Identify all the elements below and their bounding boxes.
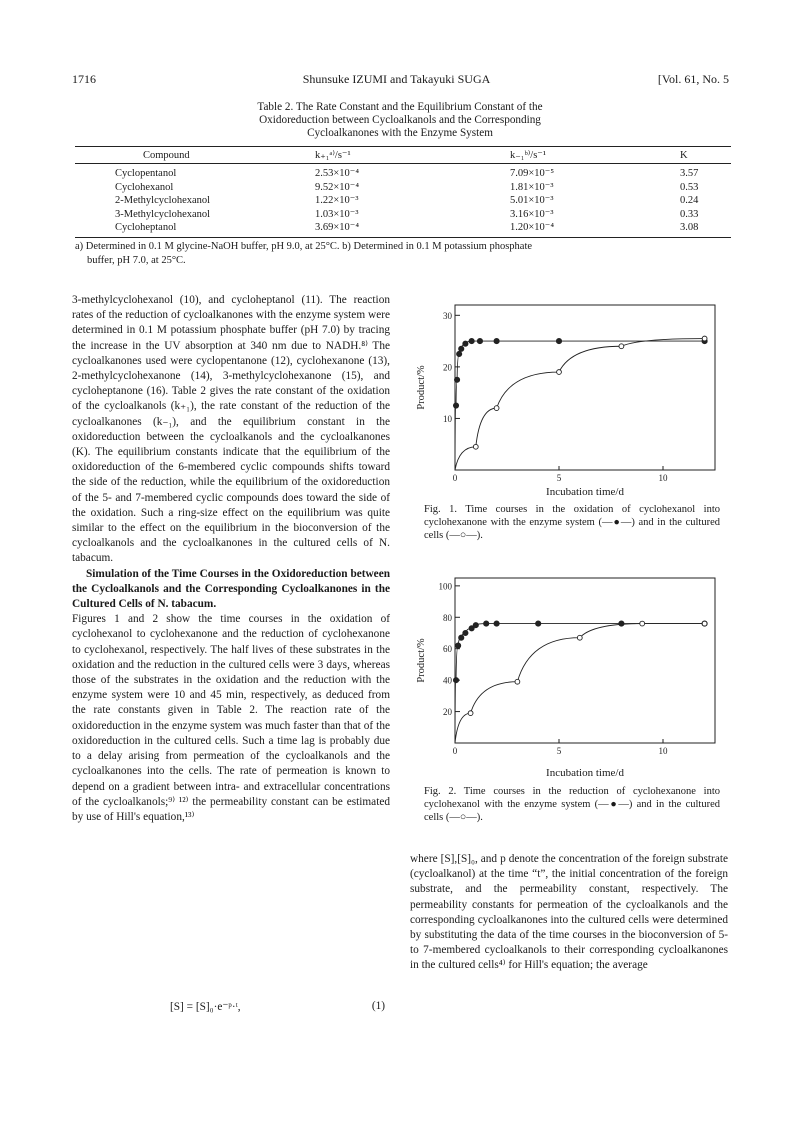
- figure-1-caption: Fig. 1. Time courses in the oxidation of cyclohexanol into cyclohexanone with the enzyme system (—●—) and in the cultured cells (—○—).: [424, 504, 720, 541]
- table-cell: 3.16×10⁻³: [510, 208, 554, 220]
- cells-data-point: [494, 406, 499, 411]
- volume-number: [Vol. 61, No. 5: [657, 72, 729, 86]
- figure-2-chart: [410, 568, 730, 758]
- enzyme-series-line: [455, 341, 705, 470]
- table-row: [75, 221, 731, 237]
- x-tick-label: 5: [556, 746, 562, 756]
- y-tick-label: 60: [443, 644, 452, 655]
- column-header: k₊₁ᵃ⁾/s⁻¹: [315, 147, 510, 164]
- equation-1: [170, 1000, 385, 1013]
- section-heading: Simulation of the Time Courses in the Oxidoreduction between the Cycloalkanols and the Corresponding Cycloalkanones in the Cultured Cells of N. tabacum.: [72, 567, 390, 611]
- column-header: K: [680, 147, 731, 164]
- body-paragraph: 3-methylcyclohexanol (10), and cycloheptanol (11). The reaction rates of the reduction of cycloalkanones with the enzyme system were determined in 0.1 M potassium phosphate buffer (pH 7.0) by tracing the increase in the UV absorption at 340 nm due to NADH.⁸⁾ The cycloalkanones used were cyclopentanone (12), cyclohexanone (13), 2-methylcyclohexanone (14), 3-methylcyclohexanone (15), and cycloheptanone (16). Table 2 gives the rate constant of the oxidation of the cycloalkanols (k₊₁), the rate constant of the reduction of the cycloalkanones (k₋₁), and the equilibrium constant in the oxidoreduction between the cycloalkanols and the cycloalkanones (K). The equilibrium constants indicate that the equilibrium of the oxidoreduction of the 6-membered cyclic compounds shifts toward the side of the reduction, while the equilibrium of the oxidoreduction of the 5- and 7-membered cyclic compounds does toward the side of the oxidation. Such a ring-size effect on the equilibrium was quite similar to the effect on the equilibrium in the bioconversion of the cycloalkanols and the cycloalkanones in the cultured cells of N. tabacum.: [72, 294, 390, 565]
- table-cell: 3-Methylcyclohexanol: [115, 208, 211, 220]
- table-footnote: [75, 240, 735, 267]
- table-row: [75, 194, 731, 208]
- enzyme-data-point: [463, 630, 468, 635]
- table-cell: 0.33: [680, 208, 699, 220]
- enzyme-data-point: [463, 341, 468, 346]
- x-tick-label: 10: [658, 473, 668, 483]
- enzyme-data-point: [453, 678, 458, 683]
- running-header-authors: Shunsuke IZUMI and Takayuki SUGA: [302, 72, 491, 86]
- figure-1-plot: [416, 305, 715, 483]
- enzyme-data-point: [494, 338, 499, 343]
- table-cell: 3.08: [680, 221, 731, 237]
- equation-text: [S] = [S]₀·e⁻ᵖ·ᵗ,: [170, 1001, 241, 1013]
- figure-1-chart: [410, 295, 730, 485]
- table-cell: 1.03×10⁻³: [315, 208, 359, 220]
- x-tick-label: 10: [658, 746, 668, 756]
- plot-frame: [455, 578, 715, 743]
- y-axis-label: Product/%: [416, 638, 427, 683]
- table-cell: 3.69×10⁻⁴: [315, 221, 510, 237]
- cells-data-point: [702, 336, 707, 341]
- y-tick-label: 40: [443, 675, 452, 686]
- enzyme-data-point: [453, 403, 458, 408]
- y-axis-label: Product/%: [416, 365, 427, 410]
- enzyme-data-point: [494, 621, 499, 626]
- enzyme-data-point: [484, 621, 489, 626]
- table-cell: 0.24: [680, 195, 699, 207]
- enzyme-data-point: [454, 377, 459, 382]
- table-cell: 2.53×10⁻⁴: [315, 168, 359, 179]
- cells-data-point: [640, 621, 645, 626]
- enzyme-series-line: [455, 624, 705, 743]
- table-cell: Cycloheptanol: [75, 221, 315, 237]
- y-tick-label: 10: [443, 413, 452, 424]
- enzyme-data-point: [473, 623, 478, 628]
- table-cell: 0.53: [680, 181, 699, 193]
- figure-2-xlabel: Incubation time/d: [546, 767, 624, 779]
- x-tick-label: 5: [556, 473, 562, 483]
- body-paragraph: Figures 1 and 2 show the time courses in the oxidation of cyclohexanol to cyclohexanone and the reduction of cyclohexanone to cyclohexanol, respectively. The half lives of these substrates in the oxidation and the reduction in the cultured cells were 3 days, whereas those of the substrates in the oxidation and the reduction with the enzyme system were 10 and 45 min, respectively, as deduced from the rate constants given in Table 2. The reaction rate of the oxidoreduction in the enzyme system was much faster than that of the oxidoreduction in the cultured cells. Such a time lag is probably due to a delay arising from permeation of the cycloalkanols and the cycloalkanones into the cells. The rate of permeation is known to depend on a gradient between intra- and extracellular concentrations of the cycloalkanols;⁹⁾ ¹²⁾ the permeability constant can be estimated by use of Hill's equation,¹³⁾: [72, 613, 390, 823]
- figure-1-xlabel: Incubation time/d: [546, 486, 624, 498]
- table-caption: [150, 101, 650, 140]
- table-cell: 1.22×10⁻³: [315, 195, 359, 207]
- y-tick-label: 20: [443, 707, 452, 718]
- cells-data-point: [557, 370, 562, 375]
- table-cell: 7.09×10⁻⁵: [510, 168, 554, 179]
- plot-frame: [455, 305, 715, 470]
- cells-data-point: [473, 444, 478, 449]
- table-caption-line: Table 2. The Rate Constant and the Equilibrium Constant of the: [257, 101, 543, 113]
- enzyme-data-point: [556, 338, 561, 343]
- y-tick-label: 30: [443, 310, 452, 321]
- table-cell: 3.57: [680, 168, 699, 179]
- cells-data-point: [619, 344, 624, 349]
- table-cell: Cyclopentanol: [115, 168, 177, 179]
- cells-data-point: [702, 621, 707, 626]
- y-tick-label: 20: [443, 362, 452, 373]
- enzyme-data-point: [536, 621, 541, 626]
- table-cell: Cyclohexanol: [115, 181, 174, 193]
- enzyme-data-point: [619, 621, 624, 626]
- y-tick-label: 80: [443, 612, 452, 623]
- enzyme-data-point: [477, 338, 482, 343]
- figure-2-plot: [416, 578, 715, 756]
- right-column-text: [410, 852, 728, 974]
- enzyme-data-point: [456, 643, 461, 648]
- table-row: [75, 208, 731, 222]
- table-cell: 5.01×10⁻³: [510, 195, 554, 207]
- table-cell: 1.20×10⁻⁴: [510, 221, 680, 237]
- table-row: [75, 181, 731, 195]
- left-column-text: [72, 293, 390, 825]
- table-header-row: [75, 147, 731, 164]
- cells-data-point: [468, 711, 473, 716]
- table-caption-line: Cycloalkanones with the Enzyme System: [307, 127, 493, 139]
- x-tick-label: 0: [452, 746, 458, 756]
- enzyme-data-point: [469, 338, 474, 343]
- page-number: 1716: [72, 72, 96, 86]
- cells-data-point: [515, 679, 520, 684]
- body-paragraph: where [S],[S]₀, and p denote the concentration of the foreign substrate (cycloalkanol) at the time “t”, the initial concentration of the foreign substrate, and the permeability constant, respectively. The permeability constants for permeation of the cycloalkanols and the corresponding cycloalkanones into the cultured cells were determined by substituting the data of the time courses in the bioconversion of 5- to 7-membered cycloalkanols to their corresponding cycloalkanones in the cultured cells⁴⁾ for Hill's equation; the average: [410, 853, 728, 972]
- y-tick-label: 100: [438, 581, 452, 592]
- enzyme-data-point: [459, 346, 464, 351]
- cells-data-point: [577, 635, 582, 640]
- table-row: [75, 164, 731, 181]
- equation-number: (1): [371, 1000, 385, 1012]
- column-header: k₋₁ᵇ⁾/s⁻¹: [510, 147, 680, 164]
- x-tick-label: 0: [452, 473, 458, 483]
- figure-2-caption: Fig. 2. Time courses in the reduction of cyclohexanone into cyclohexanol with the enzyme system (—●—) and in the cultured cells (—○—).: [424, 786, 720, 823]
- footnote-line: buffer, pH 7.0, at 25°C.: [87, 254, 186, 266]
- cells-series-line: [455, 624, 705, 743]
- table-caption-line: Oxidoreduction between Cycloalkanols and the Corresponding: [259, 114, 541, 126]
- table-cell: 2-Methylcyclohexanol: [115, 195, 211, 207]
- footnote-line: a) Determined in 0.1 M glycine-NaOH buffer, pH 9.0, at 25°C. b) Determined in 0.1 M potassium phosphate: [75, 241, 533, 252]
- table-cell: 1.81×10⁻³: [510, 181, 554, 193]
- rate-constant-table: [75, 146, 731, 238]
- cells-series-line: [455, 339, 705, 470]
- column-header: Compound: [75, 147, 315, 164]
- enzyme-data-point: [457, 351, 462, 356]
- enzyme-data-point: [459, 635, 464, 640]
- table-cell: 9.52×10⁻⁴: [315, 181, 359, 193]
